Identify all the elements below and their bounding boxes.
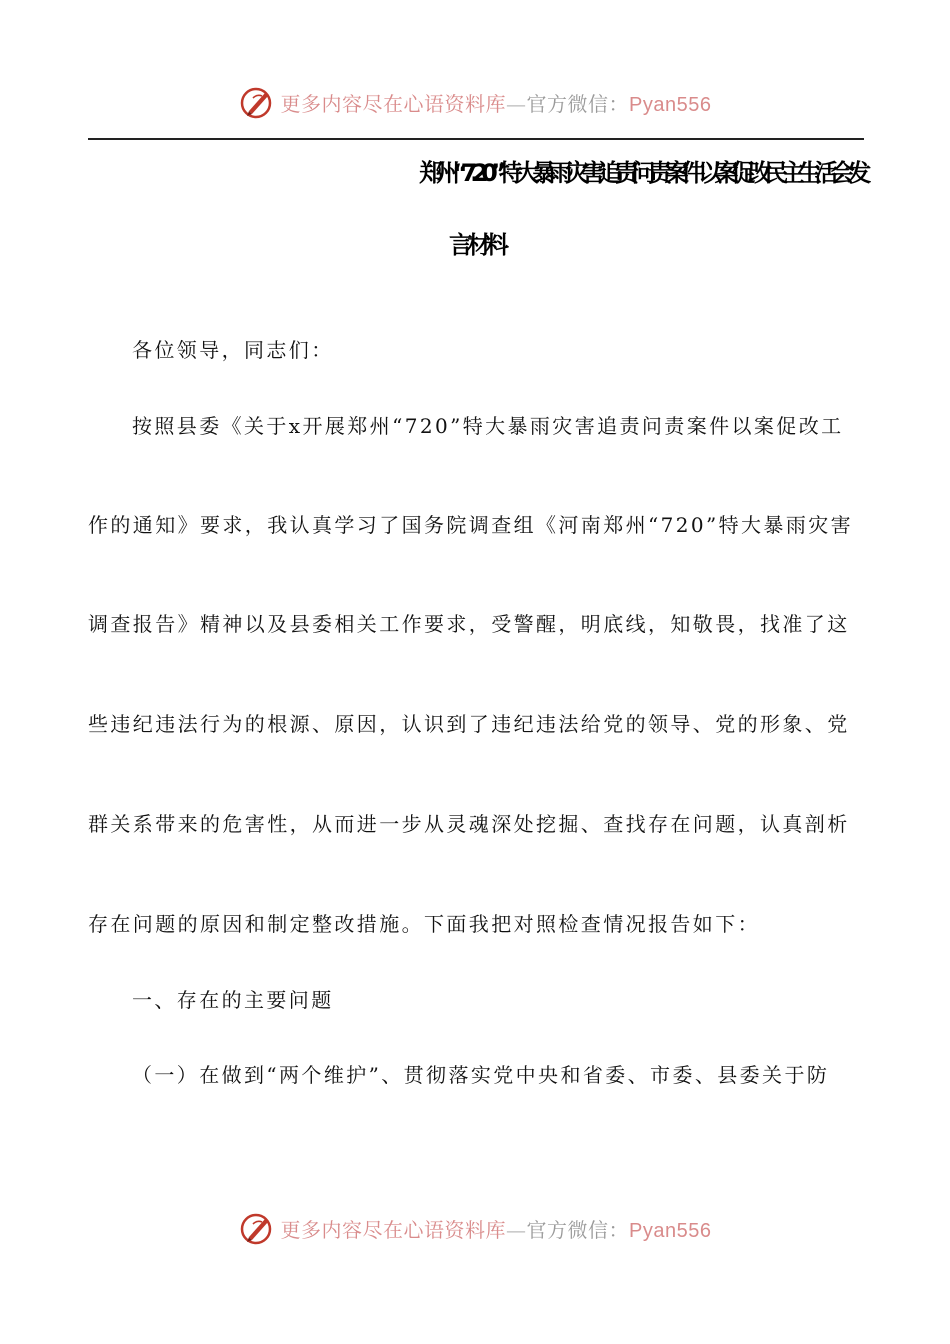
body-line: 群关系带来的危害性，从而进一步从灵魂深处挖掘、查找存在问题，认真剖析	[88, 812, 850, 836]
pen-logo-icon	[239, 1210, 275, 1246]
watermark-text	[281, 1214, 712, 1243]
body-line: 存在问题的原因和制定整改措施。下面我把对照检查情况报告如下：	[88, 912, 760, 936]
body-line: 调查报告》精神以及县委相关工作要求，受警醒，明底线，知敬畏，找准了这	[88, 612, 850, 636]
watermark-text	[281, 88, 712, 117]
watermark-site: 更多内容尽在心语资料库	[280, 1217, 507, 1242]
watermark-label: 官方微信：	[526, 91, 630, 116]
document-title-line-2: 言材料	[449, 231, 503, 259]
header-watermark	[0, 80, 950, 124]
section-heading: 一、存在的主要问题	[132, 988, 334, 1012]
pen-logo-icon	[239, 84, 275, 120]
watermark-site: 更多内容尽在心语资料库	[280, 91, 507, 116]
watermark-dash: —	[506, 1217, 527, 1242]
watermark-wechat-id: Pyan556	[629, 93, 712, 116]
subsection-heading: （一）在做到“两个维护”、贯彻落实党中央和省委、市委、县委关于防	[132, 1063, 830, 1087]
header-rule	[88, 138, 864, 140]
salutation: 各位领导，同志们：	[132, 338, 334, 362]
body-line: 按照县委《关于x开展郑州“720”特大暴雨灾害追责问责案件以案促改工	[132, 414, 844, 438]
watermark-wechat-id: Pyan556	[629, 1219, 712, 1242]
document-title-line-1: 郑州“7.20”特大暴雨灾害追责问责案件以案促改民主生活会发	[419, 159, 864, 187]
watermark-dash: —	[506, 91, 527, 116]
body-line: 作的通知》要求，我认真学习了国务院调查组《河南郑州“720”特大暴雨灾害	[88, 513, 854, 537]
watermark-label: 官方微信：	[526, 1217, 630, 1242]
body-line: 些违纪违法行为的根源、原因，认识到了违纪违法给党的领导、党的形象、党	[88, 712, 850, 736]
footer-watermark	[0, 1206, 950, 1250]
